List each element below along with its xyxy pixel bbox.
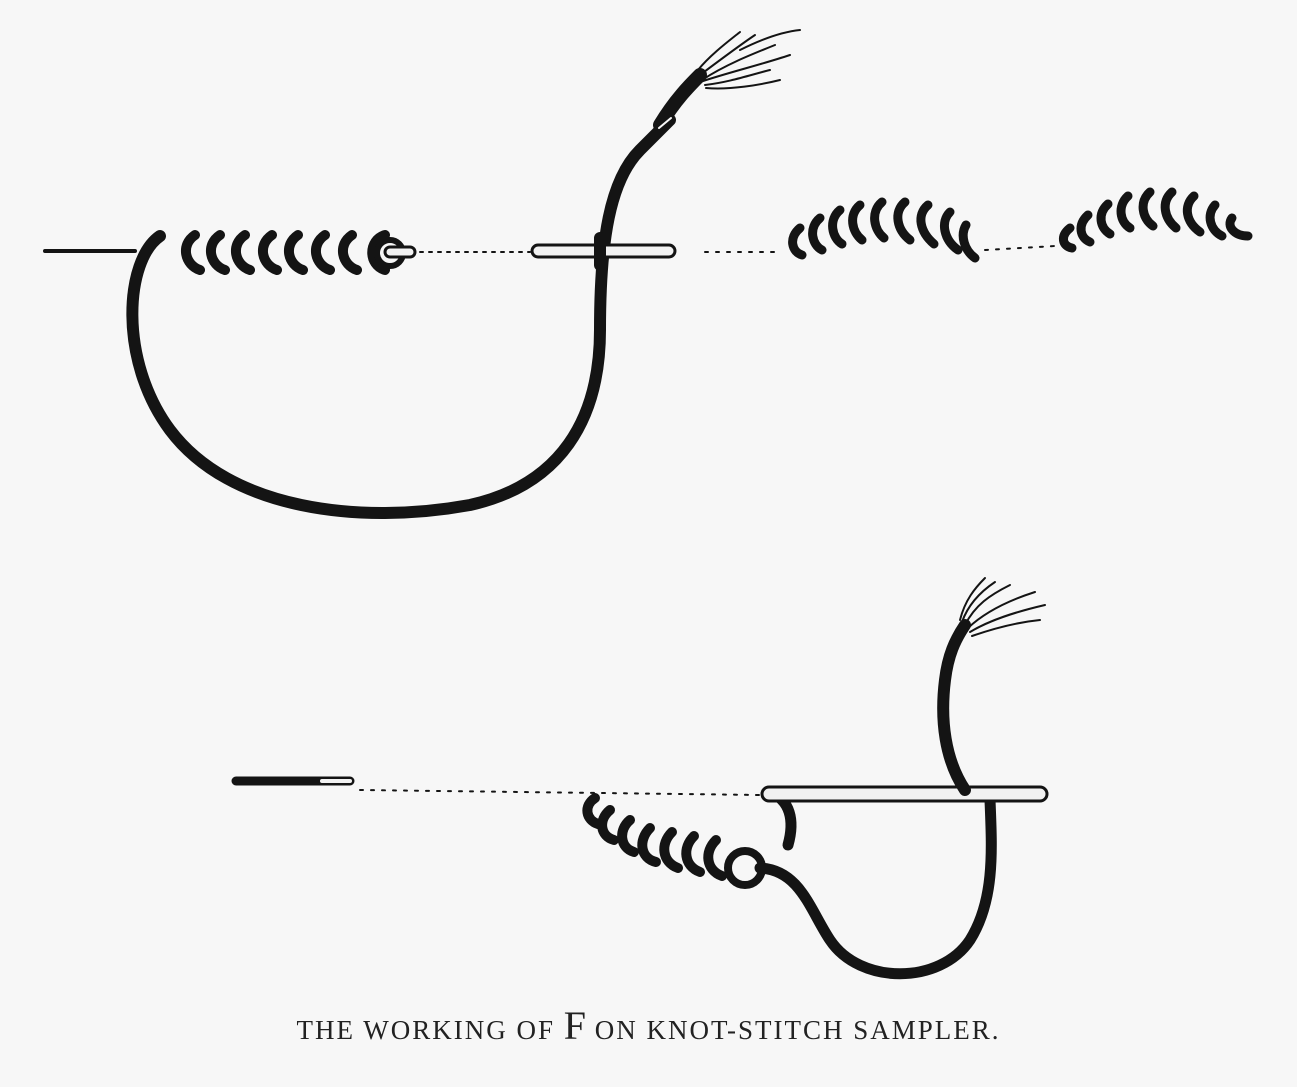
upper-thread-loop [132, 120, 670, 513]
lower-stitch-figure [232, 578, 1047, 974]
caption-letter: F [563, 1003, 586, 1048]
upper-stitch-figure [45, 30, 1248, 513]
lower-frayed-end-icon [960, 578, 1045, 636]
upper-knots-on-needle [186, 235, 385, 270]
lower-knots [587, 798, 722, 876]
caption-suffix: ON KNOT-STITCH SAMPLER. [594, 1015, 1001, 1045]
caption-prefix: THE WORKING OF [296, 1015, 555, 1045]
upper-thread-top [660, 75, 700, 125]
upper-needle-eye [385, 247, 415, 257]
lower-dotted-guide [360, 790, 760, 795]
upper-finished-knots-1 [793, 202, 975, 258]
upper-frayed-end-icon [698, 30, 800, 88]
upper-dotted-guide-3 [985, 246, 1055, 250]
lower-needle [762, 787, 1047, 801]
lower-thread-up [943, 625, 965, 790]
upper-finished-knots-2 [1063, 192, 1248, 248]
figure-caption [0, 1002, 1297, 1049]
